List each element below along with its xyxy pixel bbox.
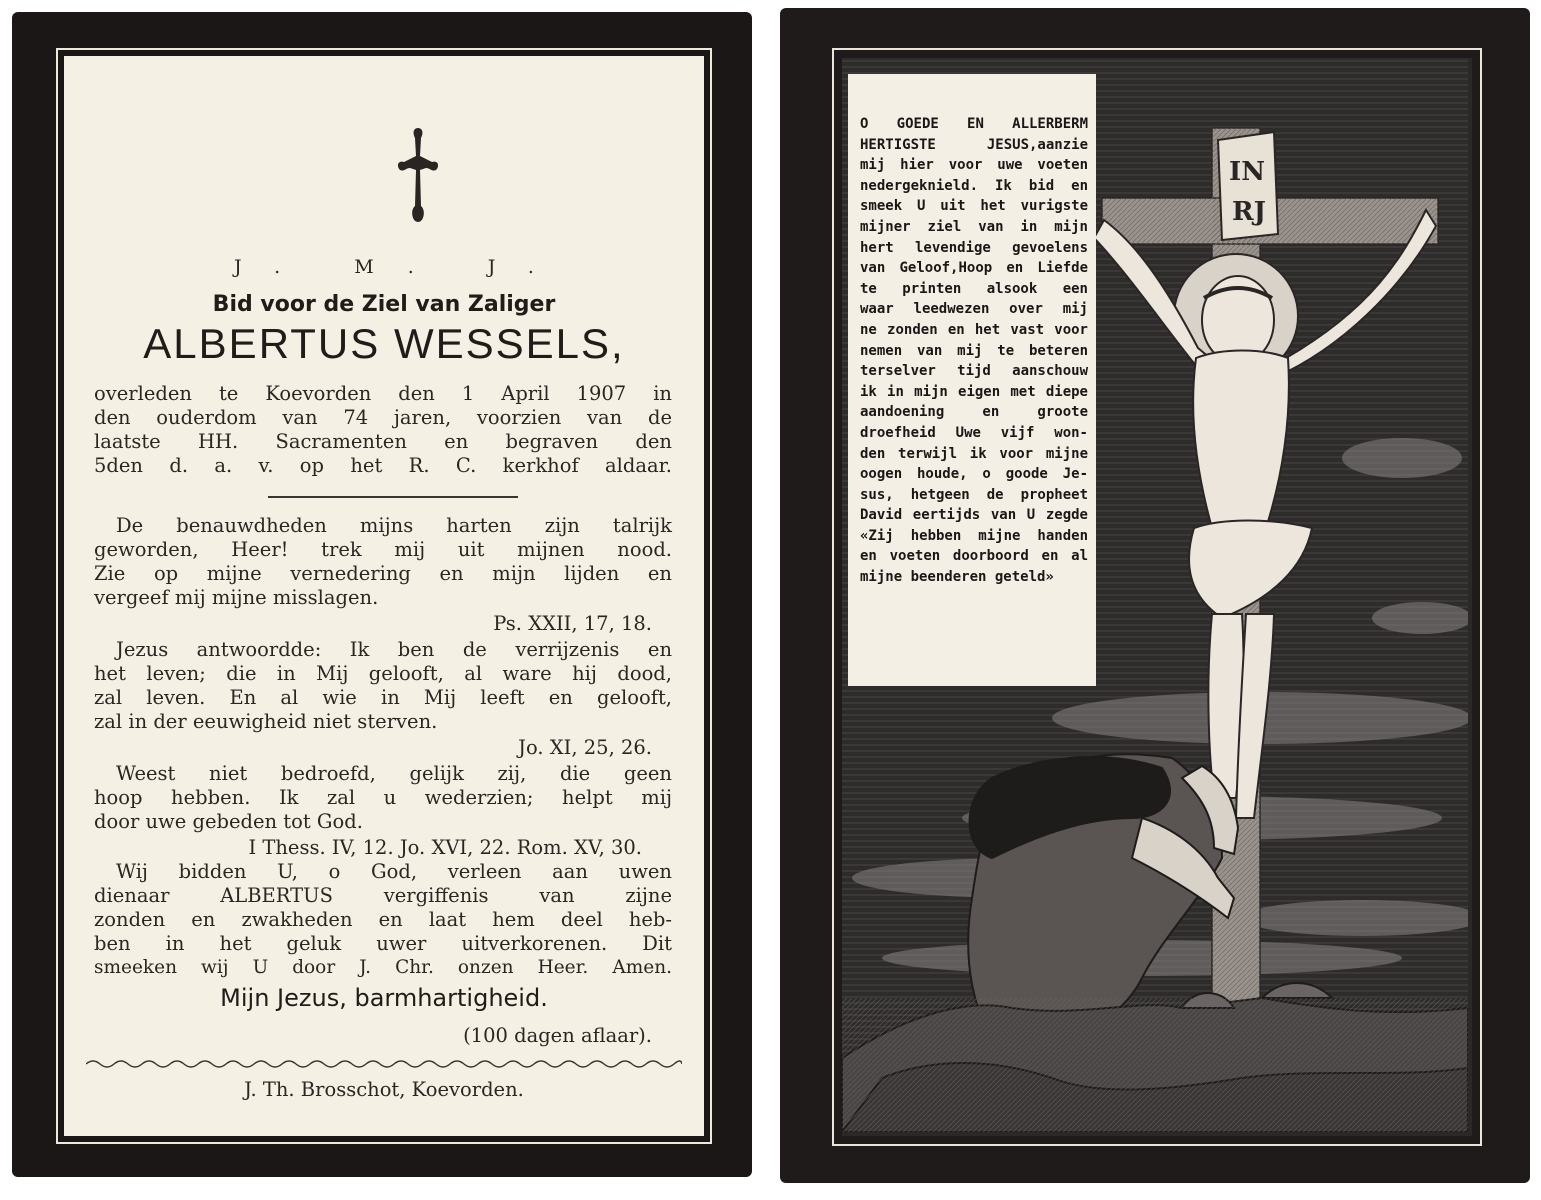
verse-line: De benauwdheden mijns harten zijn talrijk: [116, 514, 672, 537]
verse-reference: Ps. XXII, 17, 18.: [493, 612, 652, 635]
card-back-border: [832, 48, 1482, 1146]
prayer-text: [860, 114, 1088, 588]
prayer-line: hert levendige gevoelens: [860, 239, 1088, 256]
verse-line: door uwe gebeden tot God.: [94, 810, 363, 833]
prayer-panel: [848, 74, 1096, 686]
prayer-line: ben in het geluk uwer uitverkorenen. Dit: [94, 932, 672, 955]
wavy-divider: [86, 1058, 682, 1070]
prayer-line: sus, hetgeen de propheet: [860, 486, 1088, 503]
prayer-line: mijne beenderen geteld»: [860, 569, 1054, 586]
prayer-line: smeek U uit het vurigste: [860, 198, 1088, 215]
prayer-line: en voeten doorboord en al: [860, 548, 1088, 565]
prayer-line: van Geloof,Hoop en Liefde: [860, 260, 1088, 277]
intro-line: overleden te Koevorden den 1 April 1907 in: [94, 382, 672, 405]
prayer-line: den terwijl ik voor mijne: [860, 445, 1088, 462]
verse-reference: I Thess. IV, 12. Jo. XVI, 22. Rom. XV, 30.: [248, 836, 642, 859]
verse-line: Jezus antwoordde: Ik ben de verrijzenis en: [116, 638, 672, 661]
prayer-line: oogen houde, o goode Je-: [860, 466, 1088, 483]
prayer-line: HERTIGSTE JESUS,aanzie: [860, 136, 1088, 153]
prayer-line: zonden en zwakheden en laat hem deel heb-: [94, 908, 672, 931]
deceased-name: ALBERTUS WESSELS,: [143, 320, 625, 367]
prayer-line: nemen van mij te beteren: [860, 342, 1088, 359]
crucifixion-scene: [842, 58, 1472, 1136]
verse-line: zal in der eeuwigheid niet sterven.: [94, 710, 438, 733]
verse-line: geworden, Heer! trek mij uit mijnen nood.: [94, 538, 672, 561]
verse-line: hoop hebben. Ik zal u wederzien; helpt mij: [94, 786, 672, 809]
memorial-card-front: [12, 12, 752, 1177]
closing-invocation: Mijn Jezus, barmhartigheid.: [220, 984, 548, 1012]
prayer-line: mij hier voor uwe voeten: [860, 157, 1088, 174]
prayer-line: David eertijds van U zegde: [860, 507, 1088, 524]
intro-line: laatste HH. Sacramenten en begraven den: [94, 430, 672, 453]
prayer-line: Wij bidden U, o God, verleen aan uwen: [116, 860, 672, 883]
verse-line: vergeef mij mijne misslagen.: [94, 586, 379, 609]
prayer-line: nedergeknield. Ik bid en: [860, 177, 1088, 194]
memorial-card-back: [780, 8, 1530, 1183]
prayer-line: dienaar ALBERTUS vergiffenis van zijne: [94, 884, 672, 907]
printer-credit: J. Th. Brosschot, Koevorden.: [244, 1078, 524, 1101]
prayer-line: O GOEDE EN ALLERBERM: [860, 116, 1088, 132]
verse-line: Weest niet bedroefd, gelijk zij, die geen: [116, 762, 672, 785]
indulgence-note: (100 dagen aflaar).: [463, 1024, 652, 1047]
divider: [268, 496, 518, 498]
prayer-line: aandoening en groote: [860, 404, 1088, 421]
prayer-line: «Zij hebben mijne handen: [860, 527, 1088, 544]
inri-bottom: RJ: [1232, 197, 1266, 227]
verse-line: Zie op mijne vernedering en mijn lijden en: [94, 562, 672, 585]
prayer-line: waar leedwezen over mij: [860, 301, 1088, 318]
prayer-line: terselver tijd aanschouw: [860, 363, 1088, 380]
card-front-border: [56, 48, 712, 1144]
intro-line: 5den d. a. v. op het R. C. kerkhof aldaar.: [94, 454, 672, 477]
verse-line: zal leven. En al wie in Mij leeft en gelooft,: [94, 686, 672, 709]
inri-top: IN: [1229, 157, 1265, 187]
prayer-line: droefheid Uwe vijf won-: [860, 424, 1088, 441]
prayer-line: ik in mijn eigen met diepe: [860, 383, 1088, 400]
verse-line: het leven; die in Mij gelooft, al ware hij dood,: [94, 662, 672, 685]
prayer-line: smeeken wij U door J. Chr. onzen Heer. Amen.: [94, 957, 672, 978]
card-front-paper: [64, 56, 704, 1136]
card-heading: Bid voor de Ziel van Zaliger: [212, 292, 556, 317]
cross-icon: [398, 126, 438, 226]
jmj-monogram: J. M. J.: [234, 256, 568, 278]
inri-sign: [1218, 132, 1278, 240]
verse-reference: Jo. XI, 25, 26.: [518, 736, 652, 759]
prayer-line: mijner ziel van in mijn: [860, 218, 1088, 235]
prayer-line: te printen alsook een: [860, 280, 1088, 297]
prayer-line: ne zonden en het vast voor: [860, 321, 1088, 338]
intro-line: den ouderdom van 74 jaren, voorzien van de: [94, 406, 672, 429]
